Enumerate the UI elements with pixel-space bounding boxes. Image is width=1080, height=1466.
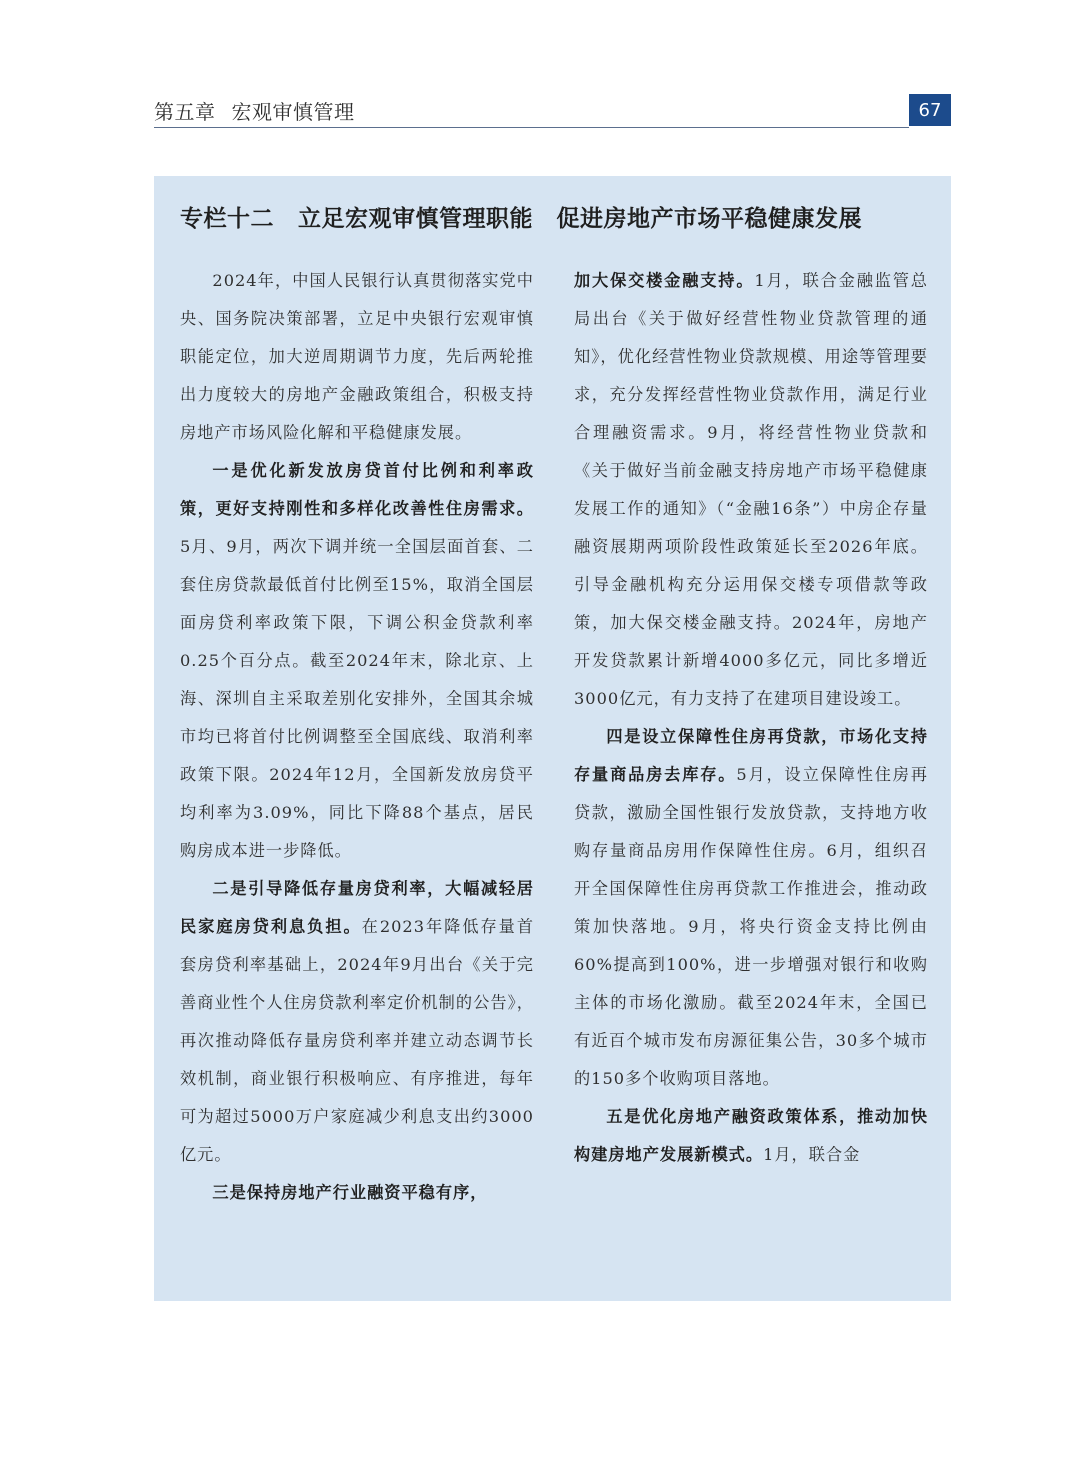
paragraph-two-body: 在2023年降低存量首套房贷利率基础上，2024年9月出台《关于完善商业性个人住房贷款利率定价机制的公告》，再次推动降低存量房贷利率并建立动态调节长效机制，商业银行积极响应、有序推进，每年可为超过5000万户家庭减少利息支出约3000亿元。	[180, 917, 535, 1164]
paragraph-one	[180, 452, 534, 870]
page-number: 67	[909, 94, 951, 126]
chapter-heading	[154, 96, 355, 125]
sidebar-box	[154, 176, 951, 1301]
paragraph-three-start	[180, 1174, 534, 1212]
header-rule	[154, 127, 909, 128]
paragraph-five-body: 1月，联合金	[763, 1145, 861, 1164]
paragraph-three-body: 1月，联合金融监管总局出台《关于做好经营性物业贷款管理的通知》，优化经营性物业贷款规模、用途等管理要求，充分发挥经营性物业贷款作用，满足行业合理融资需求。9月，将经营性物业贷款和《关于做好当前金融支持房地产市场平稳健康发展工作的通知》（“金融16条”）中房企存量融资展期两项阶段性政策延长至2026年底。引导金融机构充分运用保交楼专项借款等政策，加大保交楼金融支持。2024年，房地产开发贷款累计新增4000多亿元，同比多增近3000亿元，有力支持了在建项目建设竣工。	[574, 271, 928, 708]
paragraph-four-body: 5月，设立保障性住房再贷款，激励全国性银行发放贷款，支持地方收购存量商品房用作保障性住房。6月，组织召开全国保障性住房再贷款工作推进会，推动政策加快落地。9月，将央行资金支持比例由60%提高到100%，进一步增强对银行和收购主体的市场化激励。截至2024年末，全国已有近百个城市发布房源征集公告，30多个城市的150多个收购项目落地。	[574, 765, 928, 1088]
paragraph-four-lead: 四是设立保障性住房再贷款，市场化支持存量商品房去库存。	[574, 727, 928, 784]
paragraph-three-cont	[574, 262, 928, 718]
paragraph-two-lead: 二是引导降低存量房贷利率，大幅减轻居民家庭房贷利息负担。	[180, 879, 534, 936]
box-title	[180, 200, 940, 233]
paragraph-four	[574, 718, 928, 1098]
paragraph-intro: 2024年，中国人民银行认真贯彻落实党中央、国务院决策部署，立足中央银行宏观审慎职能定位，加大逆周期调节力度，先后两轮推出力度较大的房地产金融政策组合，积极支持房地产市场风险化解和平稳健康发展。	[180, 271, 534, 442]
paragraph-three-lead-start: 三是保持房地产行业融资平稳有序，	[212, 1183, 488, 1202]
paragraph-one-body: 5月、9月，两次下调并统一全国层面首套、二套住房贷款最低首付比例至15%，取消全国层面房贷利率政策下限，下调公积金贷款利率0.25个百分点。截至2024年末，除北京、上海、深圳自主采取差别化安排外，全国其余城市均已将首付比例调整至全国底线、取消利率政策下限。2024年12月，全国新发放房贷平均利率为3.09%，同比下降88个基点，居民购房成本进一步降低。	[180, 537, 534, 860]
box-title-label: 专栏十二	[180, 206, 274, 232]
page-header	[154, 94, 951, 128]
paragraph-one-lead: 一是优化新发放房贷首付比例和利率政策，更好支持刚性和多样化改善性住房需求。	[180, 461, 534, 518]
box-title-text: 立足宏观审慎管理职能 促进房地产市场平稳健康发展	[298, 206, 862, 232]
paragraph-two	[180, 870, 534, 1174]
paragraph-five-lead: 五是优化房地产融资政策体系，推动加快构建房地产发展新模式。	[574, 1107, 928, 1164]
chapter-label: 第五章	[154, 100, 216, 124]
right-column	[574, 262, 928, 1174]
paragraph-three-lead-end: 加大保交楼金融支持。	[574, 271, 755, 290]
left-column	[180, 262, 534, 1212]
chapter-title: 宏观审慎管理	[231, 100, 355, 124]
paragraph-five	[574, 1098, 928, 1174]
